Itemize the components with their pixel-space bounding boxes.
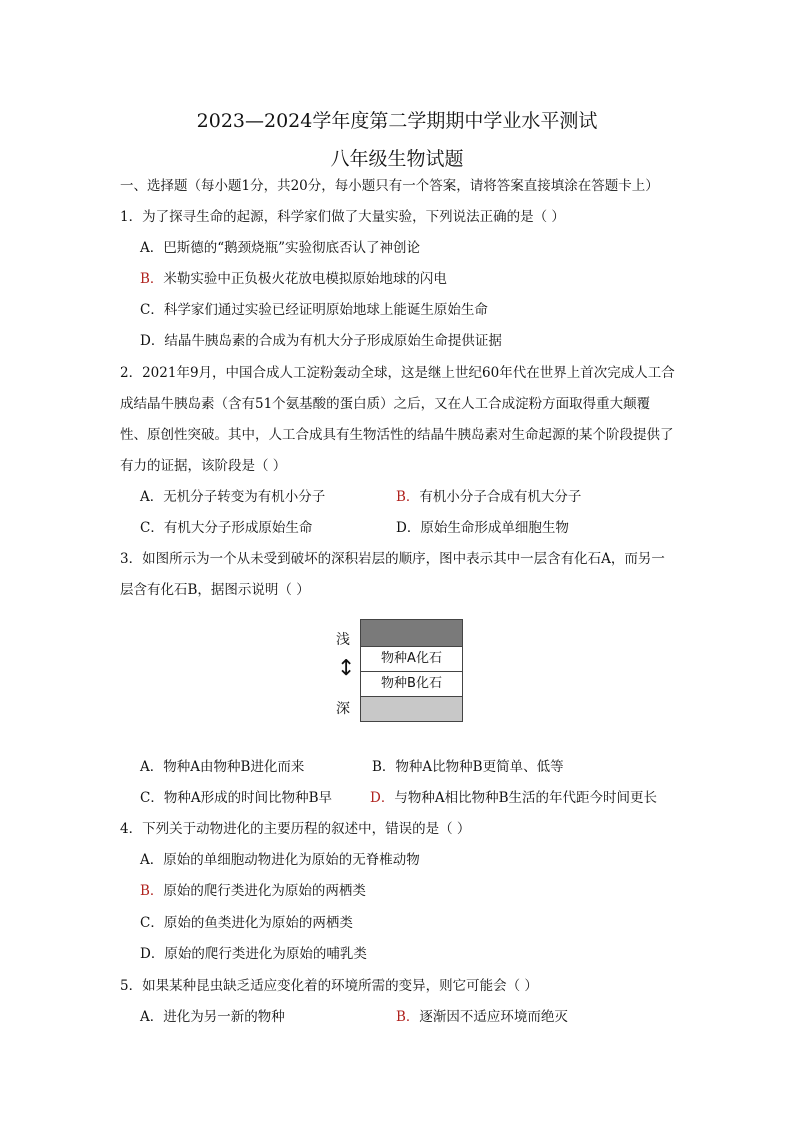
option-text: 物种A比物种B更简单、低等: [395, 759, 564, 775]
q1-option-d: [140, 332, 502, 350]
question-5-stem: 5．如果某种昆虫缺乏适应变化着的环境所需的变异，则它可能会（ ）: [120, 978, 538, 994]
option-letter-highlighted: B．: [140, 271, 164, 287]
option-text: 物种A形成的时间比物种B早: [163, 790, 333, 806]
bottom-rock-layer: [360, 696, 463, 722]
question-3-stem-line-1: 3．如图所示为一个从未受到破坏的深积岩层的顺序，图中表示其中一层含有化石A，而另一: [120, 551, 665, 567]
option-letter: A．: [140, 1009, 164, 1025]
question-2-stem-line-2: 成结晶牛胰岛素（含有51个氨基酸的蛋白质）之后，又在人工合成淀粉方面取得重大颠覆: [120, 396, 651, 412]
q4-option-c: [140, 914, 353, 932]
q1-option-a: [140, 239, 420, 257]
option-letter: D．: [140, 946, 165, 962]
species-a-fossil-layer: 物种A化石: [360, 646, 463, 672]
option-text: 物种A由物种B进化而来: [163, 759, 305, 775]
exam-title: 2023—2024学年度第二学期期中学业水平测试: [196, 110, 598, 132]
option-letter: C．: [140, 790, 164, 806]
option-text: 进化为另一新的物种: [163, 1009, 285, 1025]
option-text: 科学家们通过实验已经证明原始地球上能诞生原始生命: [163, 302, 488, 318]
q5-option-b: [396, 1008, 568, 1026]
question-2-stem-line-3: 性、原创性突破。其中，人工合成具有生物活性的结晶牛胰岛素对生命起源的某个阶段提供了: [120, 427, 674, 443]
question-1-stem: 1．为了探寻生命的起源，科学家们做了大量实验，下列说法正确的是（ ）: [120, 209, 565, 225]
option-letter: A．: [140, 852, 164, 868]
option-letter-highlighted: B．: [396, 1009, 420, 1025]
top-rock-layer: [360, 619, 463, 647]
option-letter-highlighted: B．: [140, 883, 164, 899]
q2-option-d: [396, 519, 569, 537]
q2-option-a: [140, 488, 325, 506]
option-text: 逐渐因不适应环境而绝灭: [419, 1009, 568, 1025]
section-heading: 一、选择题（每小题1分，共20分，每小题只有一个答案，请将答案直接填涂在答题卡上）: [120, 178, 659, 194]
q2-option-c: [140, 519, 312, 537]
option-text: 原始的爬行类进化为原始的哺乳类: [164, 946, 367, 962]
option-letter: C．: [140, 520, 164, 536]
option-letter: C．: [140, 302, 164, 318]
q3-option-d: [370, 789, 657, 807]
question-2-stem-line-4: 有力的证据，该阶段是（ ）: [120, 458, 287, 474]
q3-option-c: [140, 789, 332, 807]
option-text: 无机分子转变为有机小分子: [163, 489, 326, 505]
q1-option-c: [140, 301, 488, 319]
option-text: 原始的爬行类进化为原始的两栖类: [163, 883, 366, 899]
option-text: 原始的单细胞动物进化为原始的无脊椎动物: [163, 852, 420, 868]
question-3-stem-line-2: 层含有化石B，据图示说明（ ）: [120, 582, 310, 598]
option-text: 与物种A相比物种B生活的年代距今时间更长: [394, 790, 657, 806]
q5-option-a: [140, 1008, 285, 1026]
q1-option-b: [140, 270, 447, 288]
q4-option-a: [140, 851, 420, 869]
option-text: 原始生命形成单细胞生物: [420, 520, 569, 536]
q3-option-a: [140, 758, 304, 776]
q4-option-d: [140, 945, 367, 963]
q3-option-b: [372, 758, 564, 776]
option-text: 米勒实验中正负极火花放电模拟原始地球的闪电: [163, 271, 447, 287]
deep-label: 深: [336, 701, 350, 717]
option-letter: A．: [140, 240, 164, 256]
option-letter: A．: [140, 489, 164, 505]
question-2-stem-line-1: 2．2021年9月，中国合成人工淀粉轰动全球，这是继上世纪60年代在世界上首次完成人工合: [120, 365, 675, 381]
species-b-fossil-layer: 物种B化石: [360, 671, 463, 697]
q2-option-b: [396, 488, 581, 506]
option-letter: C．: [140, 915, 164, 931]
question-4-stem: 4．下列关于动物进化的主要历程的叙述中，错误的是（ ）: [120, 821, 471, 837]
option-letter-highlighted: B．: [396, 489, 420, 505]
option-letter: D．: [140, 333, 165, 349]
option-text: 有机大分子形成原始生命: [163, 520, 313, 536]
option-letter: B．: [372, 759, 396, 775]
exam-subtitle: 八年级生物试题: [330, 148, 464, 170]
option-text: 结晶牛胰岛素的合成为有机大分子形成原始生命提供证据: [164, 333, 502, 349]
option-letter-highlighted: D．: [370, 790, 395, 806]
q4-option-b: [140, 882, 366, 900]
shallow-label: 浅: [336, 632, 350, 648]
depth-arrow-icon: ↕: [337, 656, 356, 681]
option-text: 有机小分子合成有机大分子: [419, 489, 582, 505]
option-letter: D．: [396, 520, 421, 536]
option-letter: A．: [140, 759, 164, 775]
option-text: 巴斯德的“鹅颈烧瓶”实验彻底否认了神创论: [163, 240, 421, 256]
option-text: 原始的鱼类进化为原始的两栖类: [163, 915, 353, 931]
